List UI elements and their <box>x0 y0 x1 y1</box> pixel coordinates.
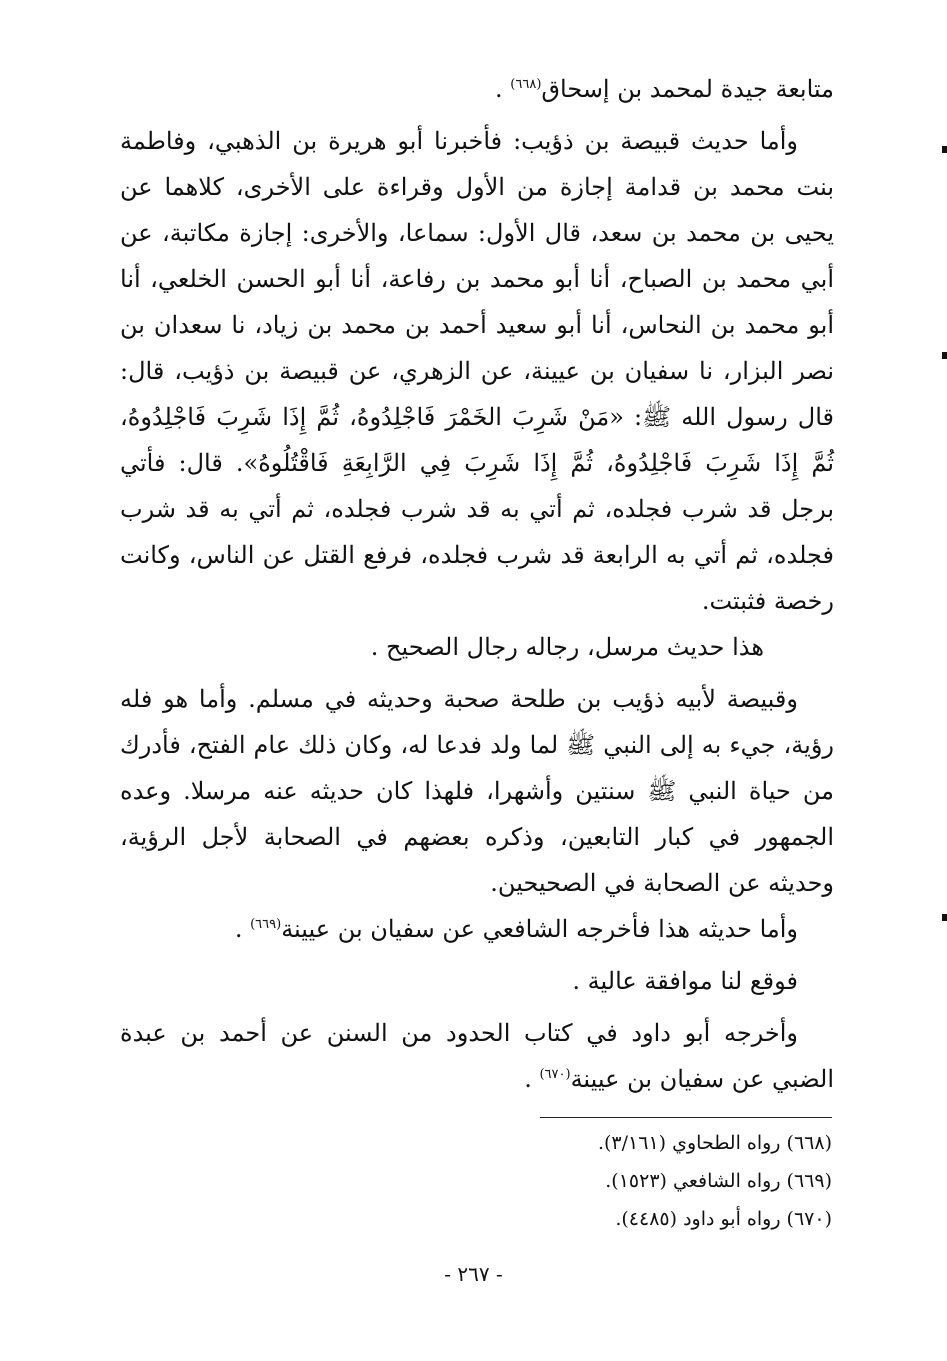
paragraph-5 <box>120 906 834 952</box>
footnote-669: (٦٦٩) رواه الشافعي (١٥٢٣). <box>605 1170 832 1192</box>
footnotes <box>300 1124 832 1238</box>
paragraph-5-text: وأما حديثه هذا فأخرجه الشافعي عن سفيان بن عيينة <box>281 915 798 943</box>
footnote-668: (٦٦٨) رواه الطحاوي (٣/١٦١). <box>597 1132 832 1154</box>
paragraph-1-text: متابعة جيدة لمحمد بن إسحاق <box>541 75 834 103</box>
footnote-separator <box>540 1117 832 1118</box>
main-text <box>120 66 834 1102</box>
edge-mark <box>942 352 947 359</box>
footnote-670: (٦٧٠) رواه أبو داود (٤٤٨٥). <box>615 1208 832 1230</box>
paragraph-2: وأما حديث قبيصة بن ذؤيب: فأخبرنا أبو هريرة بن الذهبي، وفاطمة بنت محمد بن قدامة إجازة من الأول وقراءة على الأخرى، كلاهما عن يحيى بن محمد بن سعد، قال الأول: سماعا، والأخرى: إجازة مكاتبة، عن أبي محمد بن الصباح، أنا أبو محمد بن رفاعة، أنا أبو الحسن الخلعي، أنا أبو محمد بن النحاس، أنا أبو سعيد أحمد بن محمد بن زياد، نا سعدان بن نصر البزار، نا سفيان بن عيينة، عن الزهري، عن قبيصة بن ذؤيب، قال: قال رسول الله ﷺ: «مَنْ شَرِبَ الخَمْرَ فَاجْلِدُوهُ، ثُمَّ إِذَا شَرِبَ فَاجْلِدُوهُ، ثُمَّ إِذَا شَرِبَ فَاجْلِدُوهُ، ثُمَّ إِذَا شَرِبَ فِي الرَّابِعَةِ فَاقْتُلُوهُ». قال: فأتي برجل قد شرب فجلده، ثم أتي به قد شرب فجلده، ثم أتي به قد شرب فجلده، ثم أتي به الرابعة قد شرب فجلده، فرفع القتل عن الناس، وكانت رخصة فثبتت. <box>120 127 835 615</box>
paragraph-4: وقبيصة لأبيه ذؤيب بن طلحة صحبة وحديثه في مسلم. وأما هو فله رؤية، جيء به إلى النبي ﷺ لما ولد فدعا له، وكان ذلك عام الفتح، فأدرك من حياة النبي ﷺ سنتين وأشهرا، فلهذا كان حديثه عنه مرسلا. وعده الجمهور في كبار التابعين، وذكره بعضهم في الصحابة لأجل الرؤية، وحديثه عن الصحابة في الصحيحين. <box>120 685 834 897</box>
edge-mark <box>942 914 947 921</box>
edge-mark <box>942 146 947 153</box>
paragraph-6: فوقع لنا موافقة عالية . <box>572 967 798 995</box>
footnote-ref-669[interactable]: (٦٦٩) <box>250 917 282 932</box>
page-number: - ٢٦٧ - <box>444 1262 503 1286</box>
paragraph-1 <box>120 66 834 112</box>
paragraph-7-end: . <box>524 1065 540 1093</box>
paragraph-3: هذا حديث مرسل، رجاله رجال الصحيح . <box>370 633 764 661</box>
paragraph-5-end: . <box>234 915 251 943</box>
paragraph-7-text: وأخرجه أبو داود في كتاب الحدود من السنن عن أحمد بن عبدة الضبي عن سفيان بن عيينة <box>120 1019 834 1093</box>
paragraph-7 <box>120 1010 834 1102</box>
paragraph-1-end: . <box>495 75 511 103</box>
footnote-ref-668[interactable]: (٦٦٨) <box>510 77 542 92</box>
footnote-ref-670[interactable]: (٦٧٠) <box>539 1067 571 1082</box>
